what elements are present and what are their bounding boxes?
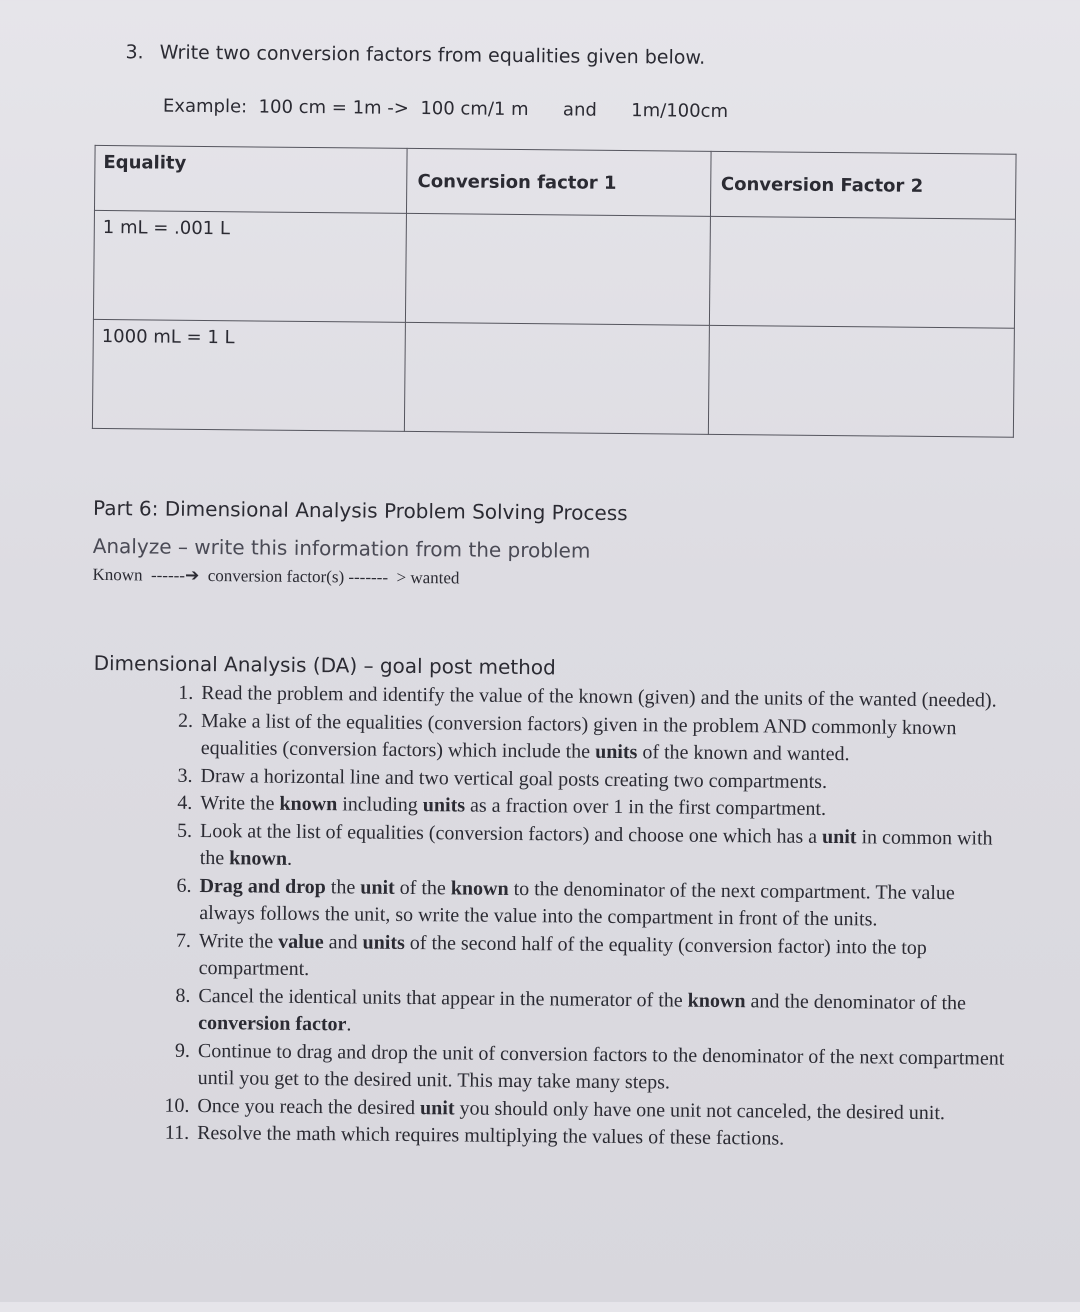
example-factor-1: 100 cm/1 m xyxy=(420,98,529,121)
steps-list xyxy=(119,679,1011,1155)
step-item xyxy=(175,982,1008,1045)
example-and: and xyxy=(562,99,597,121)
example-equality: 100 cm = 1m -> xyxy=(258,96,410,119)
step-text: Write the xyxy=(198,929,279,953)
step-text: in common with the xyxy=(199,825,993,870)
step-item xyxy=(176,817,1010,880)
step-text: the xyxy=(325,875,361,898)
step-emphasis: unit xyxy=(821,825,857,848)
step-emphasis: known xyxy=(687,989,746,1012)
header-conversion-factor-1: Conversion factor 1 xyxy=(407,148,711,216)
dimensional-analysis-heading: Dimensional Analysis (DA) – goal post method xyxy=(93,650,556,680)
step-number: 5. xyxy=(176,819,193,842)
question-title: Write two conversion factors from equalities given below. xyxy=(159,41,706,69)
step-number: 3. xyxy=(177,764,193,787)
step-number: 1. xyxy=(178,681,194,704)
analyze-line: Analyze – write this information from the problem xyxy=(92,533,591,563)
header-equality: Equality xyxy=(94,145,407,213)
equality-cell: 1000 mL = 1 L xyxy=(92,319,405,431)
step-text: including xyxy=(337,793,423,817)
table-row xyxy=(92,319,1014,437)
step-text: of the xyxy=(394,876,451,899)
factor-2-answer-cell[interactable] xyxy=(709,216,1015,328)
step-emphasis: conversion factor xyxy=(198,1011,347,1036)
step-number: 6. xyxy=(176,874,192,897)
step-number: 11. xyxy=(164,1121,190,1144)
step-text: Draw a horizontal line and two vertical goal posts creating two compartments. xyxy=(200,764,828,793)
step-text: Once you reach the desired xyxy=(197,1094,421,1119)
step-text: Write the xyxy=(200,791,280,815)
step-text: Make a list of the equalities (conversion factors) given in the problem AND commonly known equalities (conversion factors) which include the xyxy=(200,709,957,763)
table-row xyxy=(93,210,1015,328)
step-text: of the second half of the equality (conversion factor) into the top compartment. xyxy=(198,931,927,981)
equality-cell: 1 mL = .001 L xyxy=(93,210,406,322)
step-text: you should only have one unit not canceled, the desired unit. xyxy=(454,1096,946,1124)
part-6-heading: Part 6: Dimensional Analysis Problem Solving Process xyxy=(93,495,628,526)
factor-1-answer-cell[interactable] xyxy=(405,322,709,434)
step-item xyxy=(174,1037,1008,1100)
table-header-row xyxy=(94,145,1016,219)
step-number: 2. xyxy=(177,709,194,732)
step-text: . xyxy=(286,847,293,870)
step-text: as a fraction over 1 in the first compartment. xyxy=(464,794,827,820)
step-item xyxy=(176,872,1009,935)
step-text: Resolve the math which requires multiplying the values of these factions. xyxy=(197,1121,785,1150)
step-emphasis: value xyxy=(278,930,324,953)
step-text: . xyxy=(346,1013,352,1036)
step-item xyxy=(177,707,1011,770)
step-number: 9. xyxy=(174,1039,191,1062)
step-emphasis: unit xyxy=(360,875,395,899)
example-label: Example: xyxy=(162,95,248,118)
step-text: Read the problem and identify the value of the known (given) and the units of the wanted (needed). xyxy=(201,681,997,712)
step-emphasis: known xyxy=(450,876,509,900)
step-emphasis: units xyxy=(422,794,466,817)
step-emphasis: Drag and drop xyxy=(199,874,326,898)
header-conversion-factor-2: Conversion Factor 2 xyxy=(710,151,1016,219)
factor-2-answer-cell[interactable] xyxy=(708,325,1014,437)
known-to-wanted-line: Known ------➔ conversion factor(s) ------- > wanted xyxy=(92,564,460,588)
step-number: 8. xyxy=(175,984,191,1007)
example-line xyxy=(163,96,728,122)
question-heading xyxy=(125,41,705,69)
step-emphasis: known xyxy=(279,792,338,816)
step-text: of the known and wanted. xyxy=(637,741,850,766)
question-number: 3. xyxy=(125,41,144,64)
step-number: 7. xyxy=(175,929,192,952)
step-text: and the denominator of the xyxy=(745,989,967,1014)
step-emphasis: units xyxy=(595,740,638,764)
step-number: 4. xyxy=(177,791,193,814)
factor-1-answer-cell[interactable] xyxy=(406,213,710,325)
step-text: and xyxy=(323,930,363,954)
step-emphasis: units xyxy=(362,931,405,954)
step-text: Look at the list of equalities (conversion factors) and choose one which has a xyxy=(199,819,823,848)
step-text: Continue to drag and drop the unit of conversion factors to the denominator of the next compartment until you get to the desired unit. This may take many steps. xyxy=(197,1039,1005,1094)
step-text: Cancel the identical units that appear in the numerator of the xyxy=(198,984,688,1012)
step-emphasis: unit xyxy=(419,1096,455,1119)
step-text: to the denominator of the next compartment. The value always follows the unit, so write the value into the compartment in front of the units. xyxy=(199,877,955,931)
step-item xyxy=(175,927,1009,990)
step-number: 10. xyxy=(164,1094,190,1117)
conversion-table xyxy=(92,145,1017,438)
step-emphasis: known xyxy=(229,847,288,870)
example-factor-2: 1m/100cm xyxy=(631,100,729,122)
